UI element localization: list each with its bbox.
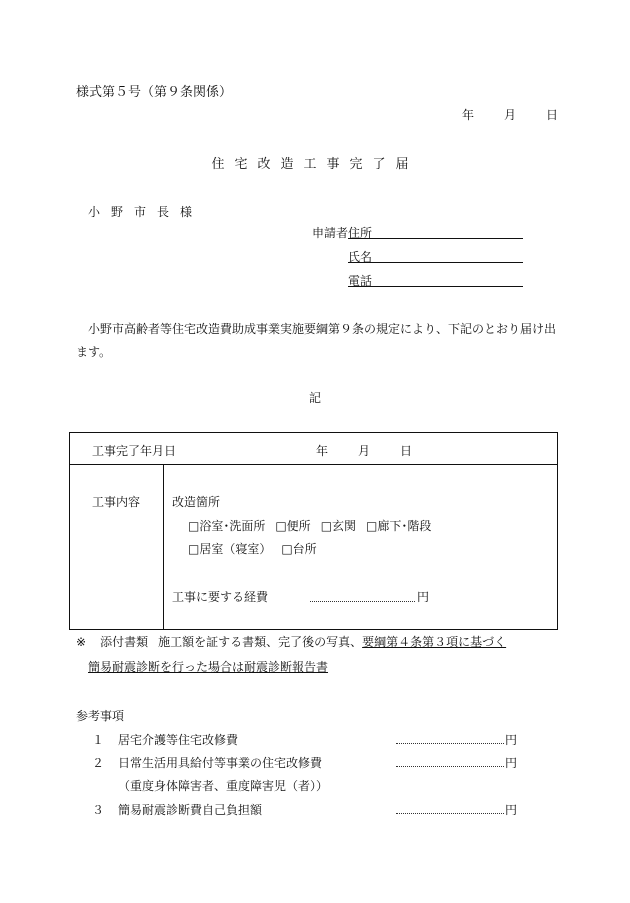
phone-field[interactable] <box>348 286 523 287</box>
note-underlined-1: 要綱第４条第３項に基づく <box>362 635 507 649</box>
note-underlined-2: 簡易耐震診断を行った場合は耐震診断報告書 <box>88 660 329 674</box>
ref-num: ３ <box>92 803 105 817</box>
form-number: 様式第５号（第９条関係） <box>76 85 233 100</box>
option-bedroom[interactable]: □居室（寝室） <box>188 542 272 556</box>
date-year: 年 <box>462 108 475 122</box>
reference-item-3 <box>92 801 262 818</box>
option-hallway[interactable]: □廊下･階段 <box>366 519 432 533</box>
cost-label: 工事に要する経費 <box>172 590 269 604</box>
table-column-divider <box>163 464 164 629</box>
completion-day: 日 <box>400 444 413 458</box>
attachment-note <box>76 633 506 650</box>
reference-item-1 <box>92 731 238 748</box>
addressee: 小野市長様 <box>88 205 204 219</box>
reference-field-2[interactable] <box>396 766 504 767</box>
reference-unit-3: 円 <box>505 803 518 817</box>
completion-date[interactable] <box>316 442 412 459</box>
completion-date-label: 工事完了年月日 <box>92 444 177 458</box>
ki-heading: 記 <box>308 391 321 405</box>
option-bath[interactable]: □浴室･洗面所 <box>188 519 266 533</box>
body-text: 小野市高齢者等住宅改造費助成事業実施要綱第９条の規定により、下記のとおり届け出ます。 <box>76 322 557 359</box>
cost-unit: 円 <box>417 590 430 604</box>
reference-field-3[interactable] <box>396 813 504 814</box>
reference-unit-2: 円 <box>505 756 518 770</box>
reference-unit-1: 円 <box>505 733 518 747</box>
location-options-row1 <box>188 517 441 534</box>
option-toilet[interactable]: □便所 <box>275 519 311 533</box>
ref-num: １ <box>92 733 105 747</box>
address-label: 住所 <box>348 226 373 240</box>
note-mark: ※ <box>76 635 87 649</box>
phone-label: 電話 <box>348 274 373 288</box>
name-field[interactable] <box>348 262 523 263</box>
address-field[interactable] <box>348 238 523 239</box>
ref-label: 居宅介護等住宅改修費 <box>118 733 239 747</box>
location-title: 改造箇所 <box>172 495 221 509</box>
cost-field[interactable] <box>310 601 415 602</box>
completion-year: 年 <box>316 444 329 458</box>
applicant-label: 申請者 <box>312 226 349 240</box>
ref-label: 日常生活用具給付等事業の住宅改修費 <box>118 756 323 770</box>
completion-month: 月 <box>358 444 371 458</box>
ref-num: ２ <box>92 756 105 770</box>
note-text: 施工額を証する書類、完了後の写真、 <box>158 635 363 649</box>
location-options-row2 <box>188 540 327 557</box>
date-day: 日 <box>546 108 559 122</box>
document-title: 住宅改造工事完了届 <box>211 157 419 172</box>
reference-item-2 <box>92 754 322 771</box>
ref-label: 簡易耐震診断費自己負担額 <box>118 803 263 817</box>
submission-date <box>462 106 558 123</box>
work-table <box>69 432 558 630</box>
reference-title: 参考事項 <box>76 709 125 723</box>
option-kitchen[interactable]: □台所 <box>281 542 317 556</box>
option-entrance[interactable]: □玄関 <box>320 519 357 533</box>
reference-item-2-sub: （重度身体障害者、重度障害児（者）） <box>118 779 329 793</box>
reference-field-1[interactable] <box>396 743 504 744</box>
date-month: 月 <box>504 108 517 122</box>
note-label: 添付書類 <box>100 635 149 649</box>
table-divider <box>70 464 557 465</box>
work-content-label: 工事内容 <box>92 495 141 509</box>
name-label: 氏名 <box>348 250 373 264</box>
